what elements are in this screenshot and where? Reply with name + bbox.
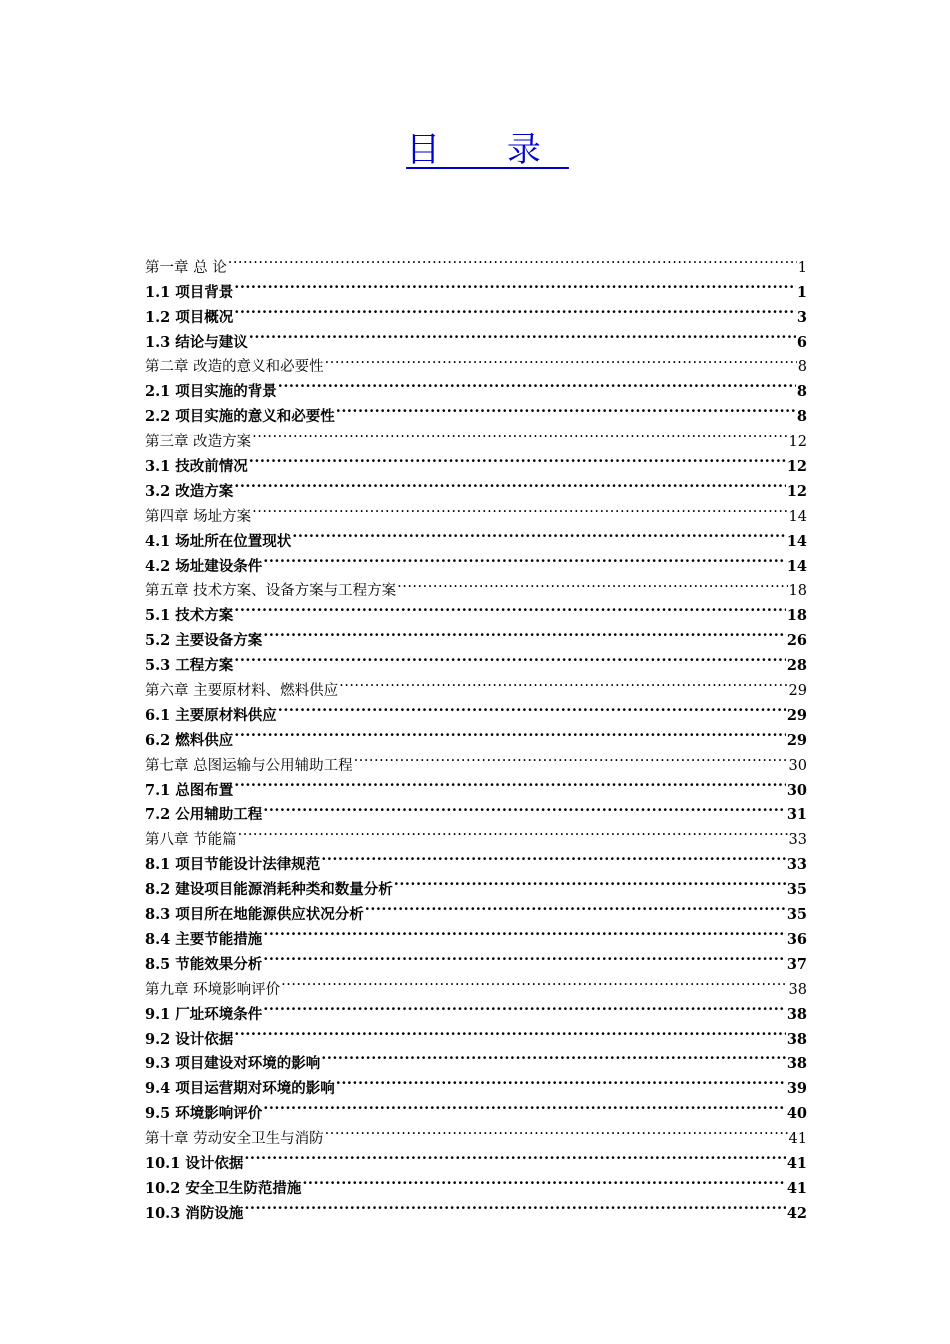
toc-dot-leader: [263, 944, 786, 969]
toc-dot-leader: [244, 1193, 785, 1218]
toc-entry-label: 2.1 项目实施的背景: [145, 383, 277, 401]
toc-dot-leader: [234, 471, 786, 496]
toc-entry-label: 3.2 改造方案: [145, 482, 234, 500]
toc-entry-label: 1.3 结论与建议: [145, 333, 248, 351]
toc-entry-label: 6.2 燃料供应: [145, 731, 234, 749]
toc-entry-page-number: 42: [786, 1204, 807, 1222]
toc-dot-leader: [354, 745, 788, 770]
toc-entry-label: 第三章 改造方案: [145, 434, 252, 451]
toc-entry-page-number: 14: [788, 508, 807, 525]
toc-entry-page-number: 36: [786, 930, 807, 948]
toc-entry-label: 1.2 项目概况: [145, 308, 234, 326]
toc-dot-leader: [263, 1093, 786, 1118]
toc-entry-label: 7.1 总图布置: [145, 781, 234, 799]
toc-entry-page-number: 41: [788, 1131, 807, 1148]
toc-dot-leader: [234, 645, 786, 670]
toc-entry-label: 10.2 安全卫生防范措施: [145, 1179, 302, 1197]
toc-entry-label: 第九章 环境影响评价: [145, 981, 281, 998]
toc-entry[interactable]: [145, 322, 807, 351]
toc-entry[interactable]: [145, 297, 807, 326]
toc-entry-page-number: 35: [786, 881, 807, 899]
toc-entry[interactable]: [145, 745, 807, 774]
toc-dot-leader: [325, 347, 797, 372]
toc-entry-label: 9.2 设计依据: [145, 1030, 234, 1048]
toc-entry[interactable]: [145, 1193, 807, 1222]
toc-entry-page-number: 29: [788, 683, 807, 700]
toc-entry-label: 8.3 项目所在地能源供应状况分析: [145, 906, 364, 924]
toc-entry-page-number: 14: [786, 532, 807, 550]
toc-dot-leader: [244, 1143, 785, 1168]
toc-entry-page-number: 38: [786, 1030, 807, 1048]
toc-entry-page-number: 39: [786, 1080, 807, 1098]
toc-entry-label: 4.2 场址建设条件: [145, 557, 263, 575]
toc-entry[interactable]: [145, 795, 807, 824]
toc-entry-page-number: 40: [786, 1105, 807, 1123]
toc-entry[interactable]: [145, 1168, 807, 1197]
toc-entry[interactable]: [145, 720, 807, 749]
toc-entry[interactable]: [145, 471, 807, 500]
toc-dot-leader: [339, 670, 787, 695]
toc-entry-page-number: 8: [797, 359, 807, 376]
toc-dot-leader: [292, 521, 786, 546]
toc-entry-page-number: 30: [786, 781, 807, 799]
toc-entry-label: 4.1 场址所在位置现状: [145, 532, 292, 550]
toc-entry[interactable]: [145, 1044, 807, 1073]
toc-entry-page-number: 18: [786, 607, 807, 625]
toc-entry-page-number: 38: [786, 1005, 807, 1023]
toc-entry-label: 8.2 建设项目能源消耗种类和数量分析: [145, 881, 393, 899]
toc-entry-label: 5.3 工程方案: [145, 657, 234, 675]
toc-dot-leader: [336, 396, 796, 421]
toc-entry-page-number: 8: [796, 408, 807, 426]
toc-entry[interactable]: [145, 770, 807, 799]
toc-entry-label: 第七章 总图运输与公用辅助工程: [145, 757, 353, 774]
toc-entry-page-number: 29: [786, 731, 807, 749]
toc-entry-page-number: 41: [786, 1154, 807, 1172]
toc-dot-leader: [321, 844, 786, 869]
toc-entry-label: 9.5 环境影响评价: [145, 1105, 263, 1123]
toc-entry-page-number: 8: [796, 383, 807, 401]
toc-dot-leader: [263, 795, 786, 820]
toc-dot-leader: [249, 446, 786, 471]
toc-dot-leader: [302, 1168, 785, 1193]
toc-entry-label: 10.1 设计依据: [145, 1154, 244, 1172]
toc-entry[interactable]: [145, 595, 807, 625]
toc-entry-label: 第四章 场址方案: [145, 508, 252, 525]
toc-entry-label: 8.4 主要节能措施: [145, 930, 263, 948]
toc-dot-leader: [336, 1068, 786, 1093]
toc-entry-page-number: 26: [786, 632, 807, 650]
toc-entry-page-number: 1: [797, 259, 807, 276]
toc-dot-leader: [394, 869, 786, 894]
toc-entry-label: 9.3 项目建设对环境的影响: [145, 1055, 321, 1073]
toc-dot-leader: [325, 1118, 788, 1143]
table-of-contents: [145, 247, 807, 1222]
toc-dot-leader: [234, 272, 796, 297]
toc-entry-page-number: 30: [788, 757, 807, 774]
toc-entry[interactable]: [145, 1019, 807, 1048]
toc-dot-leader: [281, 969, 787, 994]
toc-entry-page-number: 28: [786, 657, 807, 675]
toc-entry[interactable]: [145, 670, 807, 700]
toc-entry-page-number: 12: [788, 434, 807, 451]
toc-dot-leader: [397, 571, 787, 596]
toc-entry[interactable]: [145, 1143, 807, 1172]
toc-dot-leader: [234, 720, 786, 745]
toc-entry-label: 6.1 主要原材料供应: [145, 706, 277, 724]
toc-dot-leader: [238, 819, 788, 844]
toc-entry-page-number: 3: [796, 308, 807, 326]
toc-entry[interactable]: [145, 496, 807, 525]
toc-entry-label: 2.2 项目实施的意义和必要性: [145, 408, 335, 426]
toc-dot-leader: [365, 894, 786, 919]
toc-entry-page-number: 1: [796, 283, 807, 301]
toc-entry-page-number: 38: [786, 1055, 807, 1073]
toc-dot-leader: [278, 695, 786, 720]
toc-entry-label: 3.1 技改前情况: [145, 458, 248, 476]
toc-entry-label: 9.1 厂址环境条件: [145, 1005, 263, 1023]
toc-dot-leader: [278, 371, 796, 396]
toc-dot-leader: [252, 421, 787, 446]
toc-dot-leader: [263, 546, 786, 571]
toc-entry-page-number: 29: [786, 706, 807, 724]
toc-entry-label: 第一章 总 论: [145, 259, 227, 276]
toc-entry[interactable]: [145, 645, 807, 675]
toc-entry-page-number: 35: [786, 906, 807, 924]
toc-entry-page-number: 14: [786, 557, 807, 575]
toc-entry-label: 第二章 改造的意义和必要性: [145, 359, 324, 376]
toc-dot-leader: [249, 322, 796, 347]
toc-entry-label: 8.1 项目节能设计法律规范: [145, 856, 321, 874]
toc-entry[interactable]: [145, 844, 807, 874]
toc-entry-label: 第十章 劳动安全卫生与消防: [145, 1131, 324, 1148]
toc-entry[interactable]: [145, 620, 807, 650]
toc-entry[interactable]: [145, 247, 807, 276]
toc-entry-page-number: 38: [788, 981, 807, 998]
toc-entry-page-number: 33: [786, 856, 807, 874]
toc-dot-leader: [263, 620, 786, 645]
toc-entry-page-number: 6: [796, 333, 807, 351]
toc-dot-leader: [228, 247, 797, 272]
toc-dot-leader: [234, 297, 796, 322]
toc-entry-label: 5.1 技术方案: [145, 607, 234, 625]
toc-entry-label: 第五章 技术方案、设备方案与工程方案: [145, 583, 397, 600]
toc-entry-label: 10.3 消防设施: [145, 1204, 244, 1222]
toc-dot-leader: [252, 496, 787, 521]
toc-entry-label: 8.5 节能效果分析: [145, 955, 263, 973]
toc-entry-label: 1.1 项目背景: [145, 283, 234, 301]
toc-title-text: 目 录: [406, 130, 569, 170]
toc-title: [0, 128, 950, 172]
toc-entry-page-number: 12: [786, 482, 807, 500]
toc-dot-leader: [234, 1019, 786, 1044]
toc-entry-page-number: 12: [786, 458, 807, 476]
toc-entry-page-number: 41: [786, 1179, 807, 1197]
toc-entry-label: 第六章 主要原材料、燃料供应: [145, 683, 339, 700]
toc-entry[interactable]: [145, 819, 807, 849]
toc-entry-label: 7.2 公用辅助工程: [145, 806, 263, 824]
toc-entry-label: 9.4 项目运营期对环境的影响: [145, 1080, 335, 1098]
toc-dot-leader: [263, 919, 786, 944]
toc-entry-label: 第八章 节能篇: [145, 832, 237, 849]
toc-entry[interactable]: [145, 272, 807, 301]
toc-dot-leader: [234, 770, 786, 795]
toc-entry-page-number: 18: [788, 583, 807, 600]
toc-dot-leader: [234, 595, 786, 620]
toc-entry-page-number: 33: [788, 832, 807, 849]
toc-entry-label: 5.2 主要设备方案: [145, 632, 263, 650]
toc-dot-leader: [263, 994, 786, 1019]
toc-entry-page-number: 37: [786, 955, 807, 973]
toc-dot-leader: [321, 1044, 786, 1069]
toc-entry-page-number: 31: [786, 806, 807, 824]
